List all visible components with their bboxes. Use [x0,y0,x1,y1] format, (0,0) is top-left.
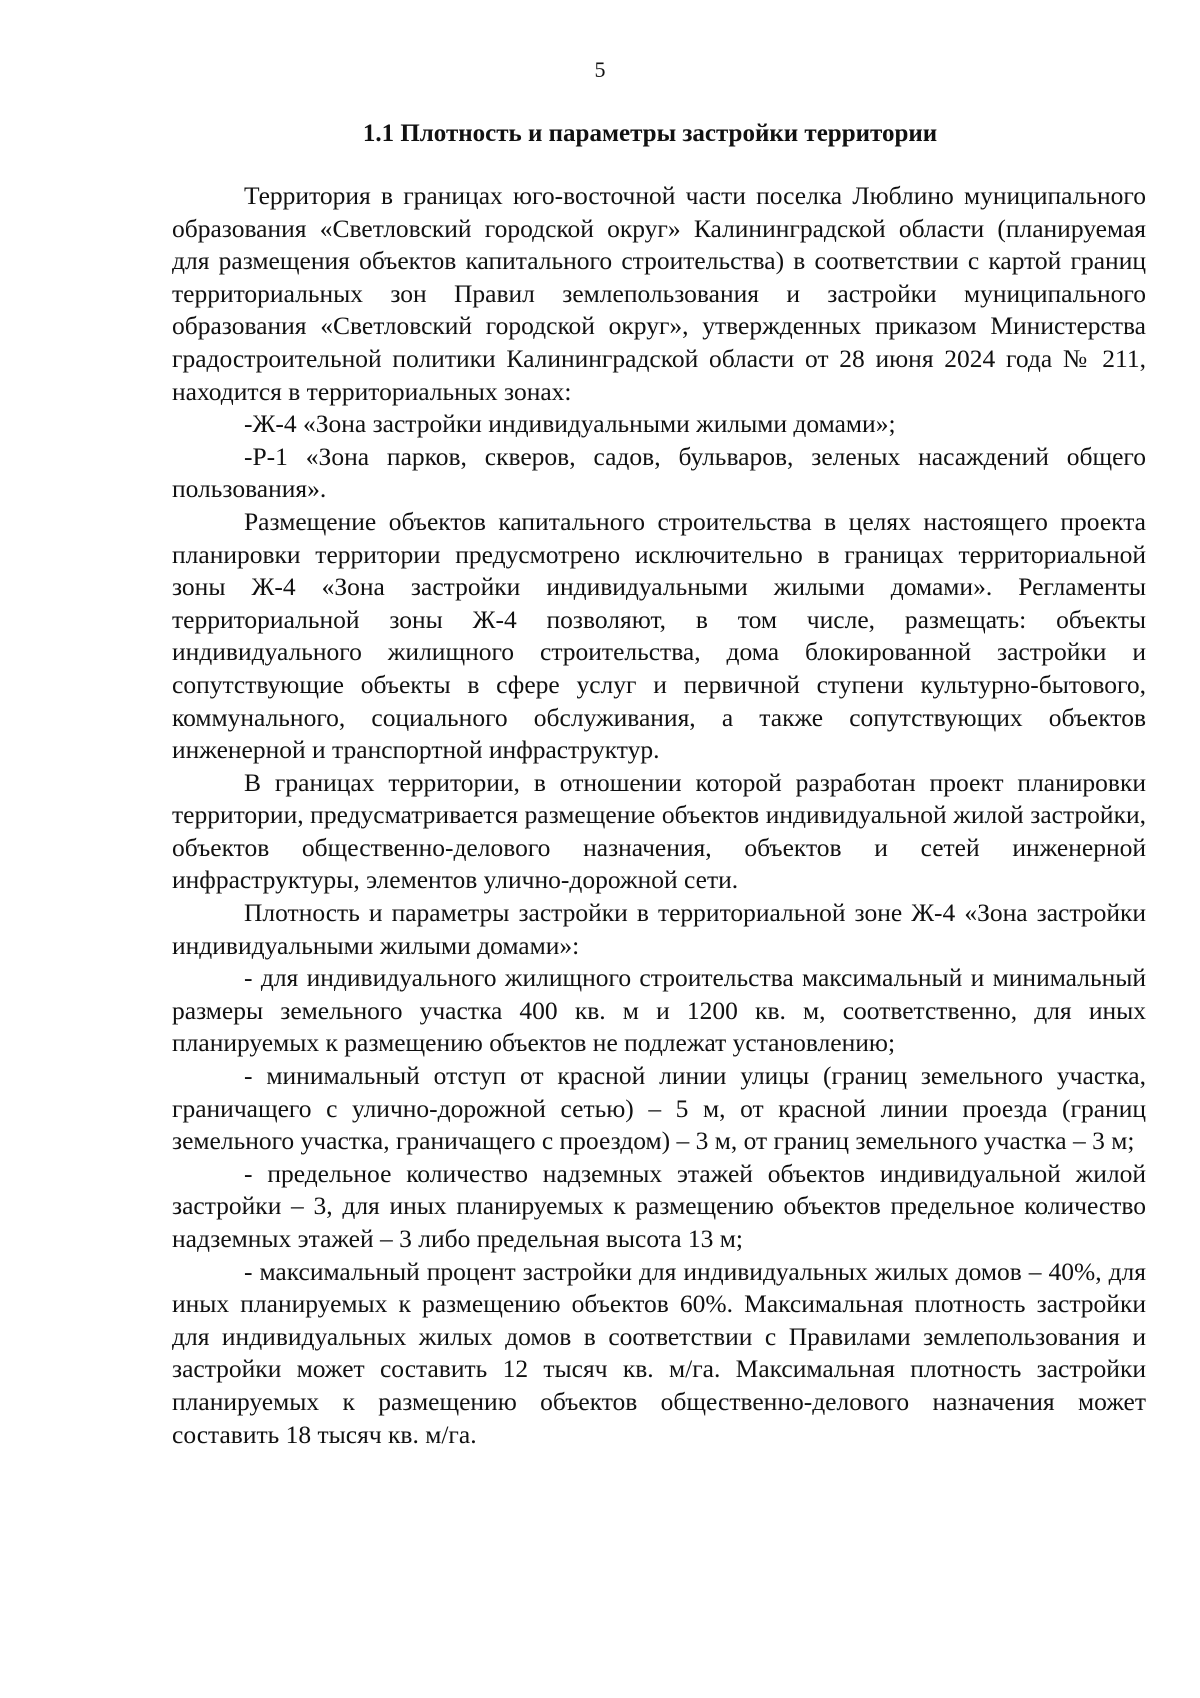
document-body [172,180,1146,1451]
list-item-coverage: - максимальный процент застройки для индивидуальных жилых домов – 40%, для иных планируемых к размещению объектов 60%. Максимальная плотность застройки для индивидуальных жилых домов в соответствии с Правилами землепользования и застройки может составить 12 тысяч кв. м/га. Максимальная плотность застройки планируемых к размещению объектов общественно-делового назначения может составить 18 тысяч кв. м/га. [172,1256,1146,1449]
list-item-floors: - предельное количество надземных этажей объектов индивидуальной жилой застройки – 3, для иных планируемых к размещению объектов предельное количество надземных этажей – 3 либо предельная высота 13 м; [172,1158,1146,1253]
page-number: 5 [594,57,606,82]
paragraph-planning-boundaries: В границах территории, в отношении которой разработан проект планировки территории, предусматривается размещение объектов индивидуальной жилой застройки, объектов общественно-делового назначения, объектов и сетей инженерной инфраструктуры, элементов улично-дорожной сети. [172,767,1146,895]
list-item-plot-size: - для индивидуального жилищного строительства максимальный и минимальный размеры земельного участка 400 кв. м и 1200 кв. м, соответственно, для иных планируемых к размещению объектов не подлежат установлению; [172,963,1146,1058]
list-item-setback: - минимальный отступ от красной линии улицы (границ земельного участка, граничащего с улично-дорожной сетью) – 5 м, от красной линии проезда (границ земельного участка, граничащего с проездом) – 3 м, от границ земельного участка – 3 м; [172,1061,1146,1156]
paragraph-territory: Территория в границах юго-восточной части поселка Люблино муниципального образования «Светловский городской округ» Калининградской области (планируемая для размещения объектов капитального строительства) в соответствии с картой границ территориальных зон Правил землепользования и застройки муниципального образования «Светловский городской округ», утвержденных приказом Министерства градостроительной политики Калининградской области от 28 июня 2024 года № 211, находится в территориальных зонах: [172,181,1146,406]
paragraph-zone-r1: -Р-1 «Зона парков, скверов, садов, бульваров, зеленых насаждений общего пользования». [172,441,1146,504]
paragraph-density-intro: Плотность и параметры застройки в территориальной зоне Ж-4 «Зона застройки индивидуальными жилыми домами»: [172,898,1146,960]
paragraph-zone-zh4: -Ж-4 «Зона застройки индивидуальными жилыми домами»; [244,409,896,439]
section-title: 1.1 Плотность и параметры застройки территории [362,120,938,147]
paragraph-placement: Размещение объектов капитального строительства в целях настоящего проекта планировки территории предусмотрено исключительно в границах территориальной зоны Ж-4 «Зона застройки индивидуальными жилыми домами». Регламенты территориальной зоны Ж-4 позволяют, в том числе, размещать: объекты индивидуального жилищного строительства, дома блокированной застройки и сопутствующие объекты в сфере услуг и первичной ступени культурно-бытового, коммунального, социального обслуживания, а также сопутствующих объектов инженерной и транспортной инфраструктур. [172,506,1146,765]
